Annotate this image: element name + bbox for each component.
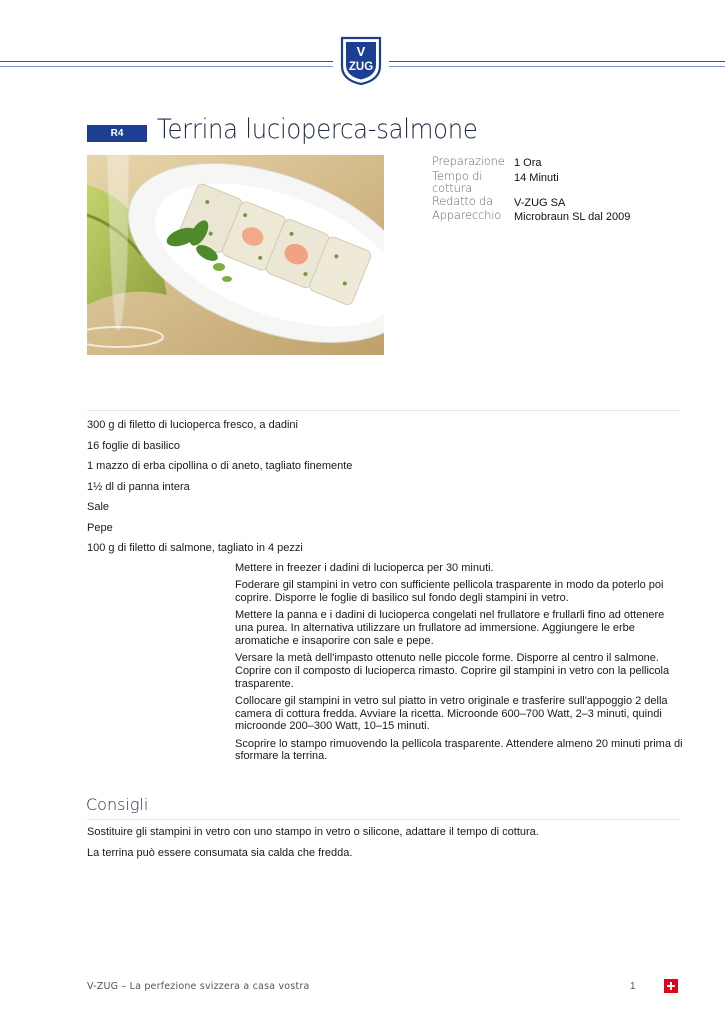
ingredient-item: Pepe xyxy=(87,521,113,534)
step-item: Versare la metà dell'impasto ottenuto nelle piccole forme. Disporre al centro il salmone. Coprire con il composto di lucioperca rimasto. Coprire gil stampini in vetro con la pellicola trasparente. xyxy=(235,651,670,690)
meta-row-author xyxy=(432,195,702,210)
footer-tagline: V-ZUG – La perfezione svizzera a casa vostra xyxy=(87,981,310,992)
meta-label: Preparazione xyxy=(432,154,505,168)
meta-row-appliance xyxy=(432,209,702,224)
recipe-photo xyxy=(87,155,384,355)
swiss-flag-icon xyxy=(664,979,678,993)
divider xyxy=(87,410,680,411)
ingredient-item: 16 foglie di basilico xyxy=(87,439,180,452)
meta-row-preparation xyxy=(432,155,702,170)
svg-text:ZUG: ZUG xyxy=(348,61,374,73)
meta-label: Apparecchio xyxy=(432,208,502,222)
recipe-title: Terrina lucioperca-salmone xyxy=(157,114,478,145)
meta-row-cooking-time xyxy=(432,170,702,195)
meta-label: Tempo di cottura xyxy=(432,168,483,195)
tips-list xyxy=(87,826,680,868)
meta-value: Microbraun SL dal 2009 xyxy=(514,211,631,223)
step-item: Foderare gil stampini in vetro con sufficiente pellicola trasparente in modo da poterlo poi coprire. Disporre le foglie di basilico sul fondo degli stampini in vetro. xyxy=(235,579,664,604)
recipe-meta xyxy=(432,155,702,224)
preparation-steps xyxy=(235,562,685,768)
step-item: Mettere la panna e i dadini di lucioperca congelati nel frullatore e frullarli fino ad ottenere una purea. In alternativa utilizzare un frullatore ad immersione. Aggiungere le erbe aromatiche e insaporire con sale e pepe. xyxy=(235,609,665,647)
tip-item: Sostituire gli stampini in vetro con uno stampo in vetro o silicone, adattare il tempo di cottura. xyxy=(87,826,539,838)
meta-label: Redatto da xyxy=(432,193,493,208)
ingredient-item: 1½ dl di panna intera xyxy=(87,480,190,493)
ingredient-item: 300 g di filetto di lucioperca fresco, a dadini xyxy=(87,419,298,431)
ingredients-list xyxy=(87,419,487,563)
ingredient-item: 100 g di filetto di salmone, tagliato in 4 pezzi xyxy=(87,542,303,554)
vzug-logo xyxy=(333,36,389,94)
divider xyxy=(87,819,680,820)
meta-value: 1 Ora xyxy=(514,157,542,169)
step-item: Mettere in freezer i dadini di lucioperca per 30 minuti. xyxy=(235,562,494,574)
step-item: Scoprire lo stampo rimuovendo la pellicola trasparente. Attendere almeno 20 minuti prima di sformare la terrina. xyxy=(235,737,683,763)
meta-value: V-ZUG SA xyxy=(514,196,566,209)
step-item: Collocare gil stampini in vetro sul piatto in vetro originale e trasferire sull'appoggio 2 della camera di cottura fredda. Avviare la ricetta. Microonde 600–700 Watt, 2–3 minuti, quindi microonde 200–300 Watt, 10–15 minuti. xyxy=(235,694,668,733)
page-number: 1 xyxy=(630,981,636,992)
tips-title: Consigli xyxy=(86,795,149,814)
ingredient-item: Sale xyxy=(87,501,110,513)
svg-text:V: V xyxy=(356,44,366,59)
meta-value: 14 Minuti xyxy=(514,171,559,184)
tip-item: La terrina può essere consumata sia calda che fredda. xyxy=(87,847,353,859)
ingredient-item: 1 mazzo di erba cipollina o di aneto, tagliato finemente xyxy=(87,460,353,472)
recipe-code-badge: R4 xyxy=(87,125,147,142)
